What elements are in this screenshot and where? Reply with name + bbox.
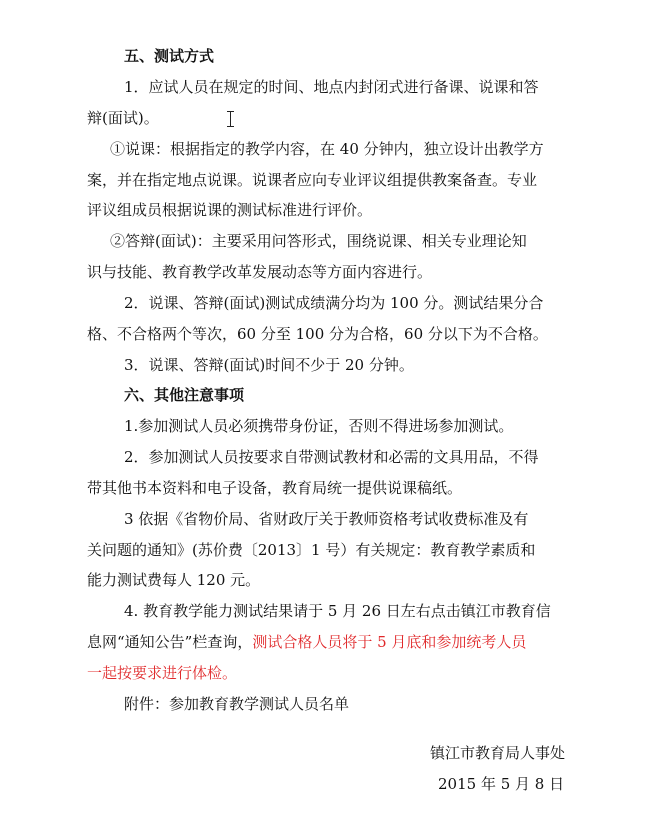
text-line bbox=[430, 743, 565, 763]
text-line bbox=[87, 262, 432, 282]
section-heading bbox=[124, 385, 244, 405]
text-line bbox=[124, 355, 414, 375]
line-text: 六、其他注意事项 bbox=[124, 386, 245, 404]
text-cursor-icon bbox=[226, 109, 236, 129]
section-heading bbox=[124, 46, 214, 66]
text-line bbox=[87, 478, 462, 498]
line-text: 辩(面试)。 bbox=[87, 109, 159, 127]
text-line bbox=[87, 200, 372, 220]
line-text: 2015 年 5 月 8 日 bbox=[438, 775, 565, 793]
line-text: 4. 教育教学能力测试结果请于 5 月 26 日左右点击镇江市教育信 bbox=[124, 602, 551, 620]
text-line bbox=[87, 540, 535, 560]
line-text: 1.参加测试人员必须携带身份证，否则不得进场参加测试。 bbox=[124, 417, 514, 435]
text-line bbox=[110, 231, 527, 251]
line-text: 镇江市教育局人事处 bbox=[430, 744, 566, 762]
line-text: 息网“通知公告”栏查询， bbox=[87, 633, 253, 651]
text-line bbox=[87, 632, 526, 652]
highlighted-text: 一起按要求进行体检。 bbox=[87, 664, 238, 682]
line-text: 格、不合格两个等次，60 分至 100 分为合格，60 分以下为不合格。 bbox=[87, 325, 548, 343]
text-line bbox=[87, 324, 548, 344]
line-text: ②答辩(面试)：主要采用问答形式，围绕说课、相关专业理论知 bbox=[110, 232, 527, 250]
line-text: 案，并在指定地点说课。说课者应向专业评议组提供教案备查。专业 bbox=[87, 171, 538, 189]
line-text: 评议组成员根据说课的测试标准进行评价。 bbox=[87, 201, 373, 219]
text-line bbox=[87, 570, 260, 590]
text-line bbox=[124, 416, 513, 436]
line-text: 1．应试人员在规定的时间、地点内封闭式进行备课、说课和答 bbox=[124, 78, 539, 96]
line-text: 识与技能、教育教学改革发展动态等方面内容进行。 bbox=[87, 263, 433, 281]
line-text: 2．说课、答辩(面试)测试成绩满分均为 100 分。测试结果分合 bbox=[124, 294, 544, 312]
text-line bbox=[110, 139, 544, 159]
text-line bbox=[124, 293, 543, 313]
text-line bbox=[87, 170, 537, 190]
text-line bbox=[124, 509, 528, 529]
line-text: 关问题的通知》(苏价费〔2013〕1 号）有关规定：教育教学素质和 bbox=[87, 541, 536, 559]
highlighted-text: 测试合格人员将于 5 月底和参加统考人员 bbox=[252, 633, 527, 651]
text-line bbox=[124, 601, 551, 621]
text-line bbox=[438, 774, 564, 794]
text-line bbox=[87, 663, 237, 683]
line-text: 2．参加测试人员按要求自带测试教材和必需的文具用品，不得 bbox=[124, 448, 539, 466]
line-text: 3 依据《省物价局、省财政厅关于教师资格考试收费标准及有 bbox=[124, 510, 529, 528]
line-text: 五、测试方式 bbox=[124, 47, 215, 65]
text-line bbox=[124, 447, 539, 467]
line-text: 附件：参加教育教学测试人员名单 bbox=[124, 695, 350, 713]
line-text: ①说课：根据指定的教学内容，在 40 分钟内，独立设计出教学方 bbox=[110, 140, 544, 158]
text-line bbox=[87, 108, 159, 128]
text-line bbox=[124, 77, 539, 97]
line-text: 能力测试费每人 120 元。 bbox=[87, 571, 261, 589]
line-text: 带其他书本资料和电子设备，教育局统一提供说课稿纸。 bbox=[87, 479, 463, 497]
text-line bbox=[124, 694, 349, 714]
line-text: 3．说课、答辩(面试)时间不少于 20 分钟。 bbox=[124, 356, 414, 374]
